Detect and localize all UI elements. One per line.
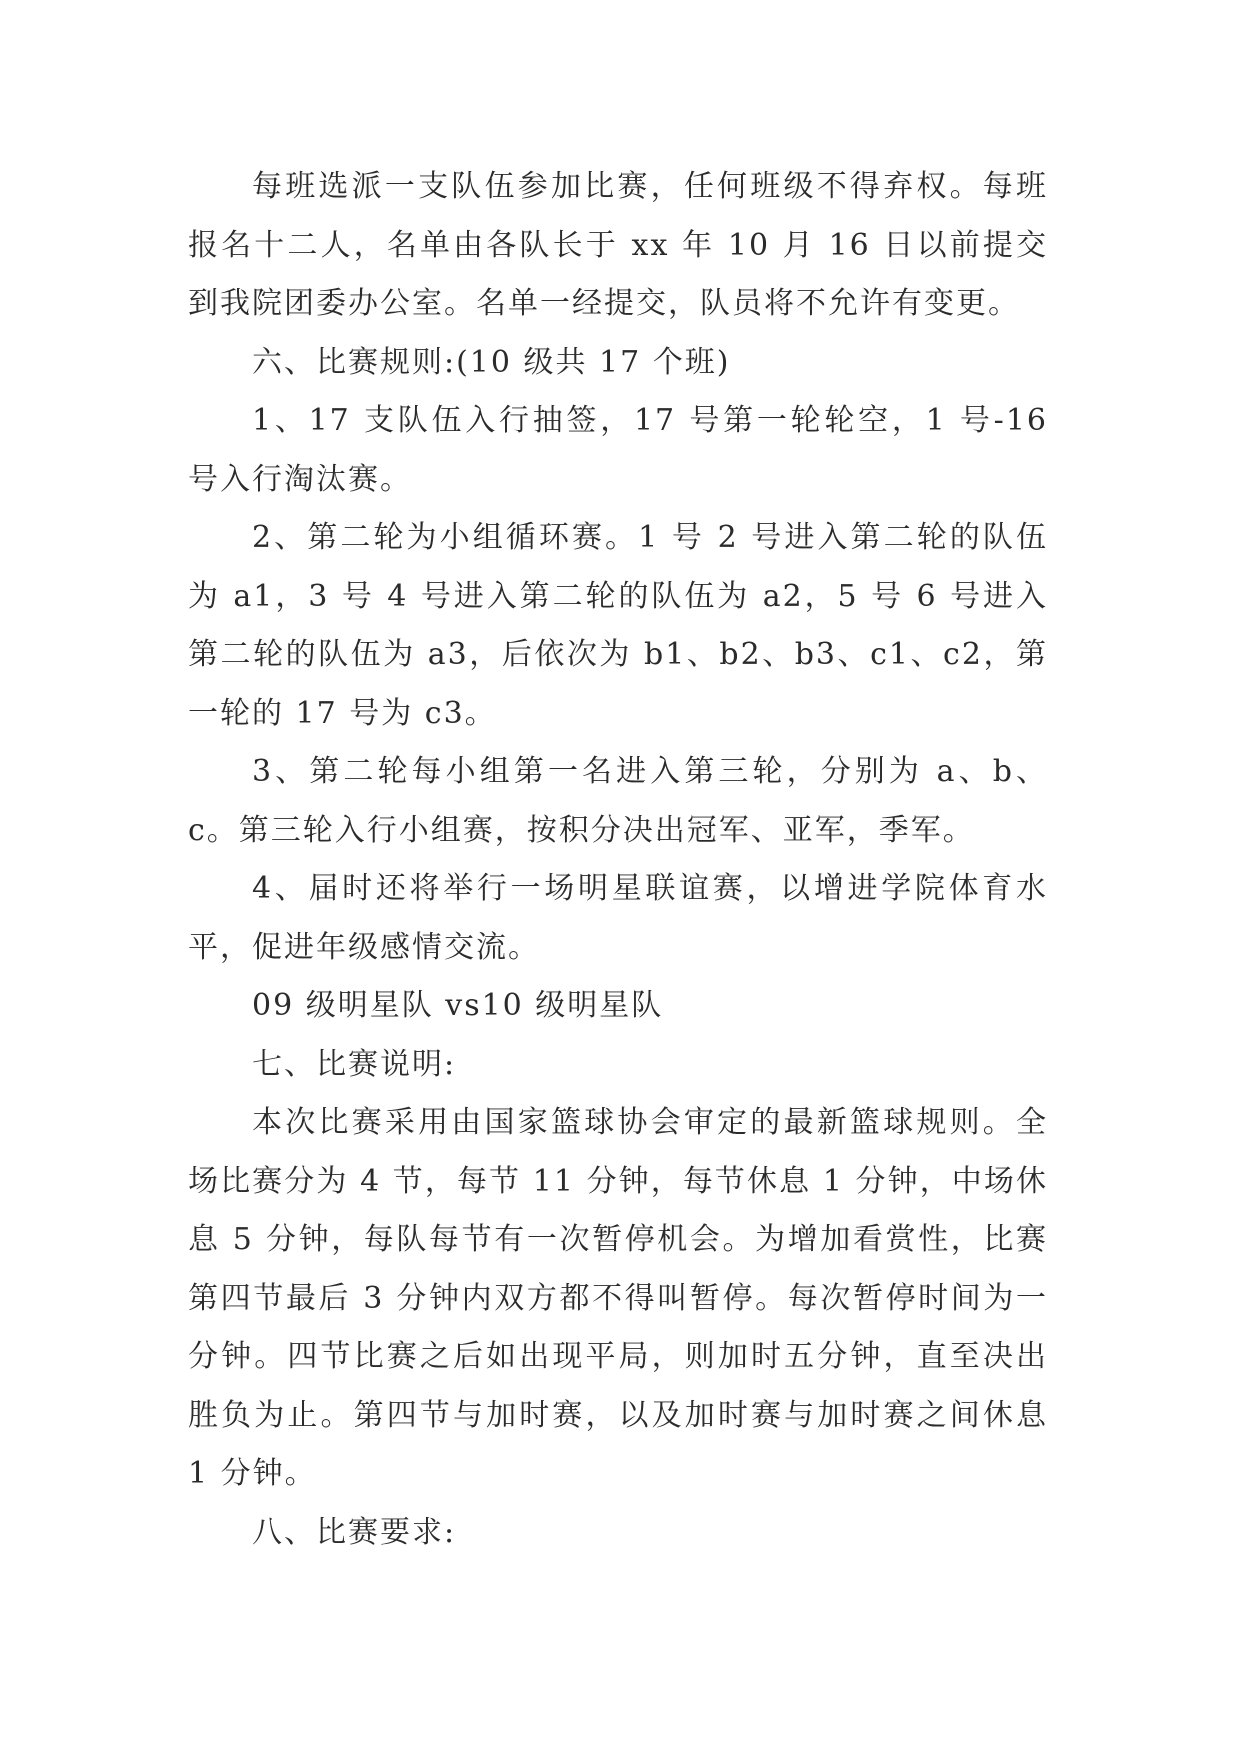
rule-item-2: 2、第二轮为小组循环赛。1 号 2 号进入第二轮的队伍为 a1，3 号 4 号进入第二轮的队伍为 a2，5 号 6 号进入第二轮的队伍为 a3，后依次为 b1、b2、b3、c1、c2，第一轮的 17 号为 c3。: [188, 520, 1048, 731]
heading-competition-notes: 七、比赛说明:: [252, 1046, 457, 1082]
heading-competition-rules: 六、比赛规则:(10 级共 17 个班): [252, 344, 731, 380]
rule-item-4: 4、届时还将举行一场明星联谊赛，以增进学院体育水平，促进年级感情交流。: [188, 871, 1048, 965]
paragraph-game-rules: 本次比赛采用由国家篮球协会审定的最新篮球规则。全场比赛分为 4 节，每节 11 分钟，每节休息 1 分钟，中场休息 5 分钟，每队每节有一次暂停机会。为增加看赏性，比赛第四节最后 3 分钟内双方都不得叫暂停。每次暂停时间为一分钟。四节比赛之后如出现平局，则加时五分钟，直至决出胜负为止。第四节与加时赛，以及加时赛与加时赛之间休息 1 分钟。: [188, 1105, 1048, 1491]
document-body: [188, 158, 1048, 1562]
all-star-matchup: 09 级明星队 vs10 级明星队: [252, 988, 664, 1023]
rule-item-3: 3、第二轮每小组第一名进入第三轮，分别为 a、b、c。第三轮入行小组赛，按积分决出冠军、亚军，季军。: [188, 754, 1048, 848]
rule-item-1: 1、17 支队伍入行抽签，17 号第一轮轮空，1 号-16 号入行淘汰赛。: [188, 403, 1048, 497]
paragraph-team-registration: 每班选派一支队伍参加比赛，任何班级不得弃权。每班报名十二人，名单由各队长于 xx 年 10 月 16 日以前提交到我院团委办公室。名单一经提交，队员将不允许有变更。: [188, 169, 1048, 321]
heading-competition-requirements: 八、比赛要求:: [252, 1514, 457, 1550]
